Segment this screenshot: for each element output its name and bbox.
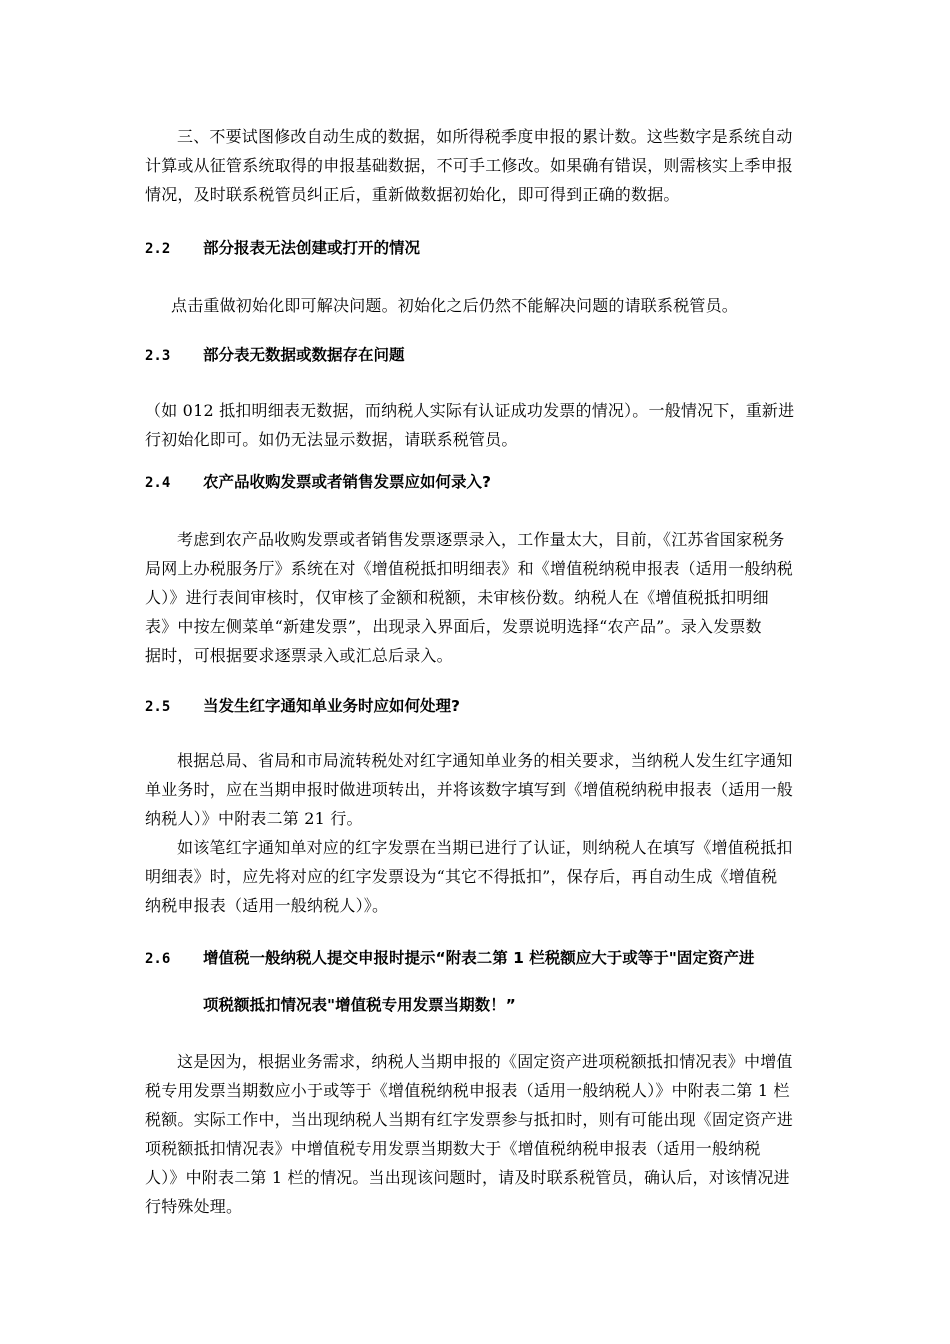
text-line: 局网上办税服务厅》系统在对《增值税抵扣明细表》和《增值税纳税申报表（适用一般纳税 — [145, 559, 794, 578]
paragraph-2-4 — [145, 525, 807, 670]
section-heading-2-4 — [145, 470, 825, 492]
paragraph-2-6 — [145, 1047, 807, 1221]
text-line: 项税额抵扣情况表》中增值税专用发票当期数大于《增值税纳税申报表（适用一般纳税 — [145, 1139, 761, 1158]
text-line: 据时，可根据要求逐票录入或汇总后录入。 — [145, 646, 453, 665]
paragraph-2-2 — [145, 291, 807, 320]
section-number: 2.4 — [145, 475, 171, 491]
text-line: 纳税申报表（适用一般纳税人）》。 — [145, 896, 389, 915]
text-line: （如 012 抵扣明细表无数据，而纳税人实际有认证成功发票的情况）。一般情况下，重新进 — [145, 401, 795, 420]
paragraph-intro — [145, 122, 807, 209]
section-heading-2-3 — [145, 343, 825, 365]
section-title: 当发生红字通知单业务时应如何处理? — [203, 697, 460, 715]
paragraph-2-5-b — [145, 833, 807, 920]
section-title: 部分报表无法创建或打开的情况 — [203, 239, 421, 257]
text-line: 考虑到农产品收购发票或者销售发票逐票录入，工作量太大，目前，《江苏省国家税务 — [177, 530, 785, 549]
text-line: 三、不要试图修改自动生成的数据，如所得税季度申报的累计数。这些数字是系统自动 — [177, 127, 793, 146]
text-line: 表》中按左侧菜单“新建发票”，出现录入界面后，发票说明选择“农产品”。录入发票数 — [145, 617, 762, 636]
section-heading-2-5 — [145, 694, 825, 716]
text-line: 根据总局、省局和市局流转税处对红字通知单业务的相关要求，当纳税人发生红字通知 — [177, 751, 793, 770]
section-title: 部分表无数据或数据存在问题 — [203, 346, 405, 364]
text-line: 人）》中附表二第 1 栏的情况。当出现该问题时，请及时联系税管员，确认后，对该情况进 — [145, 1168, 790, 1187]
section-heading-2-6 — [145, 946, 825, 968]
paragraph-2-5-a — [145, 746, 807, 833]
text-line: 情况，及时联系税管员纠正后，重新做数据初始化，即可得到正确的数据。 — [145, 185, 680, 204]
text-line: 税额。实际工作中，当出现纳税人当期有红字发票参与抵扣时，则有可能出现《固定资产进 — [145, 1110, 794, 1129]
text-line: 明细表》时，应先将对应的红字发票设为“其它不得抵扣”，保存后，再自动生成《增值税 — [145, 867, 778, 886]
paragraph-2-3 — [145, 396, 807, 454]
text-line: 如该笔红字通知单对应的红字发票在当期已进行了认证，则纳税人在填写《增值税抵扣 — [177, 838, 793, 857]
section-number: 2.6 — [145, 951, 171, 967]
text-line: 点击重做初始化即可解决问题。初始化之后仍然不能解决问题的请联系税管员。 — [171, 296, 739, 315]
text-line: 行特殊处理。 — [145, 1197, 243, 1216]
section-title: 农产品收购发票或者销售发票应如何录入? — [203, 473, 491, 491]
section-number: 2.5 — [145, 699, 171, 715]
text-line: 单业务时，应在当期申报时做进项转出，并将该数字填写到《增值税纳税申报表（适用一般 — [145, 780, 794, 799]
text-line: 纳税人）》中附表二第 21 行。 — [145, 809, 363, 828]
section-title-line-1: 增值税一般纳税人提交申报时提示“附表二第 1 栏税额应大于或等于"固定资产进 — [203, 949, 755, 967]
text-line: 计算或从征管系统取得的申报基础数据，不可手工修改。如果确有错误，则需核实上季申报 — [145, 156, 794, 175]
text-line: 人）》进行表间审核时，仅审核了金额和税额，未审核份数。纳税人在《增值税抵扣明细 — [145, 588, 769, 607]
text-line: 税专用发票当期数应小于或等于《增值税纳税申报表（适用一般纳税人）》中附表二第 1 栏 — [145, 1081, 790, 1100]
section-heading-2-2 — [145, 236, 825, 258]
text-line: 这是因为，根据业务需求，纳税人当期申报的《固定资产进项税额抵扣情况表》中增值 — [177, 1052, 793, 1071]
section-title-line-2: 项税额抵扣情况表"增值税专用发票当期数！” — [203, 996, 516, 1014]
section-number: 2.3 — [145, 348, 171, 364]
section-number: 2.2 — [145, 241, 171, 257]
text-line: 行初始化即可。如仍无法显示数据，请联系税管员。 — [145, 430, 518, 449]
